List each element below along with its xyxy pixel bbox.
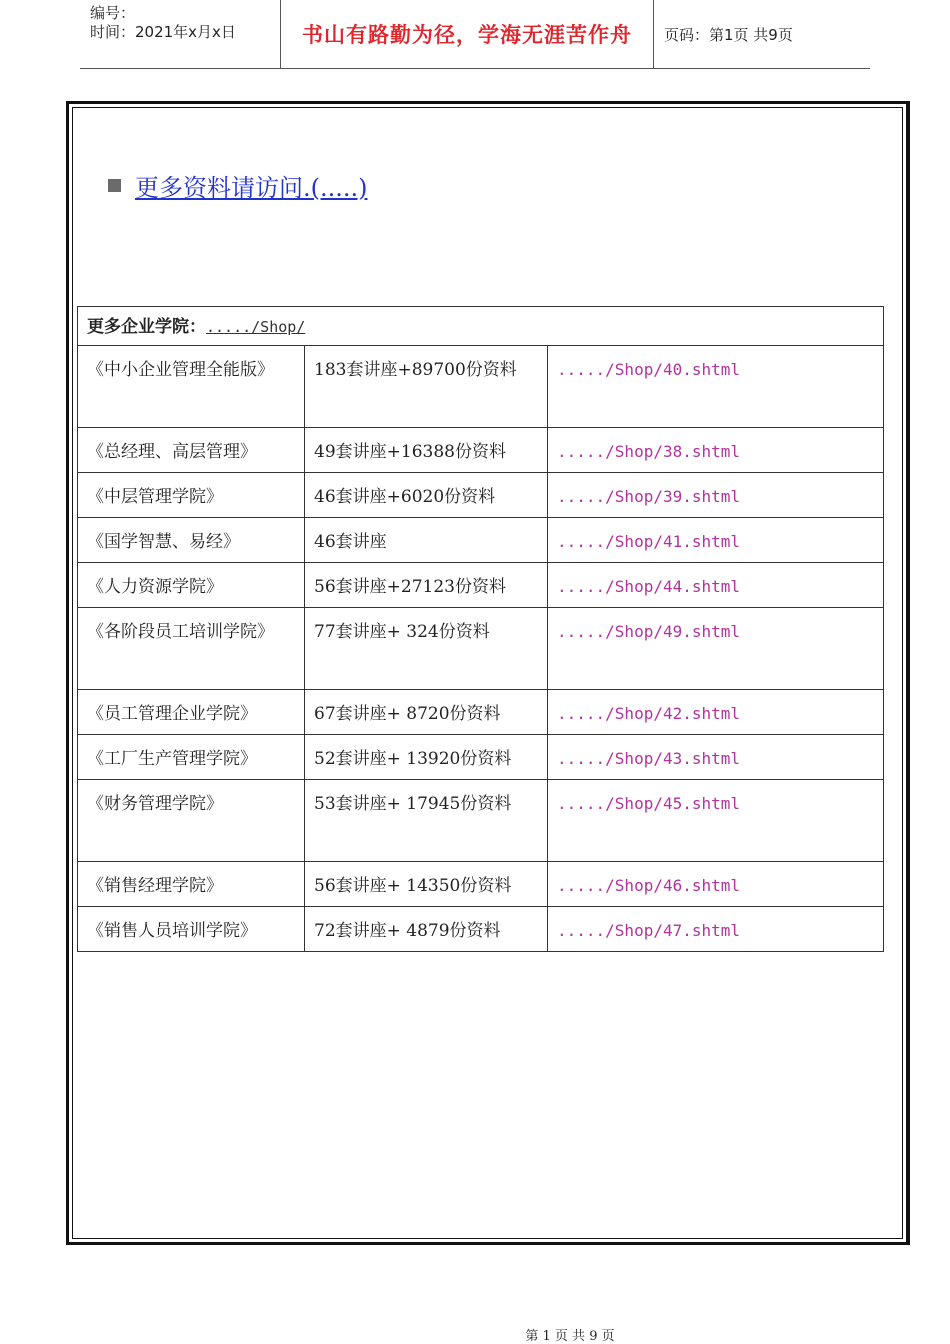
course-url-cell xyxy=(548,735,884,780)
table-row xyxy=(78,907,884,952)
course-url-link[interactable]: ...../Shop/39.shtml xyxy=(557,487,741,506)
course-url-cell xyxy=(548,563,884,608)
course-url-link[interactable]: ...../Shop/49.shtml xyxy=(557,622,741,641)
course-content-cell: 49套讲座+16388份资料 xyxy=(305,428,548,473)
course-name-cell: 《各阶段员工培训学院》 xyxy=(78,608,305,690)
catalog-title-row xyxy=(78,307,884,346)
catalog-title-label: 更多企业学院： xyxy=(87,317,206,337)
page-header xyxy=(80,0,870,69)
header-motto: 书山有路勤为径，学海无涯苦作舟 xyxy=(280,0,654,68)
course-url-link[interactable]: ...../Shop/38.shtml xyxy=(557,442,741,461)
header-meta xyxy=(80,0,280,68)
course-url-link[interactable]: ...../Shop/46.shtml xyxy=(557,876,741,895)
header-page-label: 页码：第1页 共9页 xyxy=(664,25,793,44)
course-url-link[interactable]: ...../Shop/44.shtml xyxy=(557,577,741,596)
course-url-cell xyxy=(548,608,884,690)
catalog-table xyxy=(77,306,884,952)
course-content-cell: 67套讲座+ 8720份资料 xyxy=(305,690,548,735)
table-row xyxy=(78,608,884,690)
course-name-cell: 《销售经理学院》 xyxy=(78,862,305,907)
table-row xyxy=(78,346,884,428)
course-name-cell: 《国学智慧、易经》 xyxy=(78,518,305,563)
catalog-title-link[interactable]: ...../Shop/ xyxy=(206,318,306,336)
course-name-cell: 《总经理、高层管理》 xyxy=(78,428,305,473)
course-url-cell xyxy=(548,690,884,735)
table-row xyxy=(78,780,884,862)
course-name-cell: 《工厂生产管理学院》 xyxy=(78,735,305,780)
course-name-cell: 《财务管理学院》 xyxy=(78,780,305,862)
course-content-cell: 46套讲座+6020份资料 xyxy=(305,473,548,518)
page-footer xyxy=(0,1325,950,1344)
table-row xyxy=(78,428,884,473)
more-info-link[interactable]: 更多资料请访问.(.....) xyxy=(135,174,368,202)
course-content-cell: 56套讲座+27123份资料 xyxy=(305,563,548,608)
document-time-label: 时间：2021年x月x日 xyxy=(90,23,236,41)
course-url-link[interactable]: ...../Shop/42.shtml xyxy=(557,704,741,723)
table-row xyxy=(78,862,884,907)
table-row xyxy=(78,735,884,780)
course-url-cell xyxy=(548,346,884,428)
course-url-cell xyxy=(548,518,884,563)
document-number-label: 编号： xyxy=(90,4,136,22)
course-url-link[interactable]: ...../Shop/47.shtml xyxy=(557,921,741,940)
course-name-cell: 《销售人员培训学院》 xyxy=(78,907,305,952)
table-row xyxy=(78,473,884,518)
course-content-cell: 56套讲座+ 14350份资料 xyxy=(305,862,548,907)
course-name-cell: 《人力资源学院》 xyxy=(78,563,305,608)
course-content-cell: 77套讲座+ 324份资料 xyxy=(305,608,548,690)
table-row xyxy=(78,563,884,608)
course-url-link[interactable]: ...../Shop/45.shtml xyxy=(557,794,741,813)
course-content-cell: 46套讲座 xyxy=(305,518,548,563)
course-url-link[interactable]: ...../Shop/41.shtml xyxy=(557,532,741,551)
course-content-cell: 72套讲座+ 4879份资料 xyxy=(305,907,548,952)
course-url-cell xyxy=(548,780,884,862)
course-content-cell: 52套讲座+ 13920份资料 xyxy=(305,735,548,780)
course-url-link[interactable]: ...../Shop/40.shtml xyxy=(557,360,741,379)
course-name-cell: 《中小企业管理全能版》 xyxy=(78,346,305,428)
course-content-cell: 53套讲座+ 17945份资料 xyxy=(305,780,548,862)
course-url-cell xyxy=(548,907,884,952)
more-info-row xyxy=(108,168,368,203)
course-name-cell: 《中层管理学院》 xyxy=(78,473,305,518)
course-url-cell xyxy=(548,473,884,518)
course-name-cell: 《员工管理企业学院》 xyxy=(78,690,305,735)
footer-page-number: 第 1 页 共 9 页 xyxy=(525,1329,615,1344)
course-content-cell: 183套讲座+89700份资料 xyxy=(305,346,548,428)
table-row xyxy=(78,518,884,563)
catalog-title-cell xyxy=(78,307,884,346)
course-url-link[interactable]: ...../Shop/43.shtml xyxy=(557,749,741,768)
course-url-cell xyxy=(548,862,884,907)
course-url-cell xyxy=(548,428,884,473)
table-row xyxy=(78,690,884,735)
square-bullet-icon xyxy=(108,179,121,192)
